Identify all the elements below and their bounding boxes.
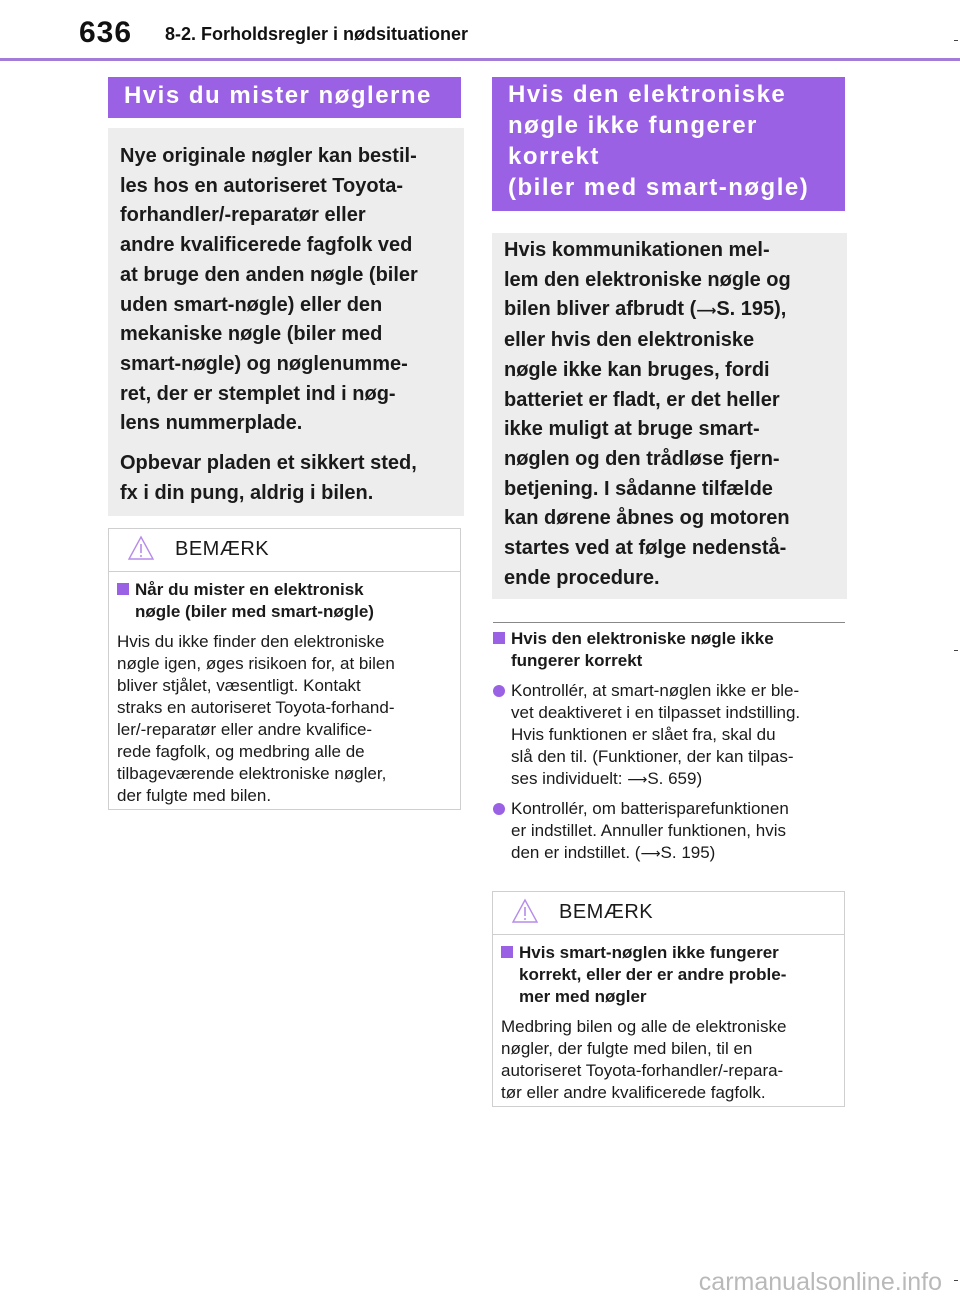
- text-line: vet deaktiveret i en tilpasset indstilling.: [511, 703, 801, 722]
- text-line: nøgle ikke fungerer: [508, 112, 758, 139]
- note-label: BEMÆRK: [559, 901, 654, 923]
- left-heading-text: Hvis du mister nøglerne: [124, 82, 432, 109]
- left-info-box: [108, 128, 464, 516]
- text-line: startes ved at følge nedenstå-: [504, 537, 787, 560]
- subsection-heading-text: [511, 628, 774, 672]
- text-line: nøgler, der fulgte med bilen, til en: [501, 1039, 753, 1058]
- text-line: autoriseret Toyota-forhandler/-repara-: [501, 1061, 784, 1080]
- warning-triangle-icon: [127, 535, 155, 561]
- text-line: nøgle igen, øges risikoen for, at bilen: [117, 654, 395, 673]
- text-line: mekaniske nøgle (biler med: [120, 323, 383, 346]
- text-line: nøgle ikke kan bruges, fordi: [504, 358, 770, 381]
- text-line: uden smart-nøgle) eller den: [120, 293, 383, 316]
- text-line: korrekt, eller der er andre proble-: [519, 965, 787, 984]
- text-line: Medbring bilen og alle de elektroniske: [501, 1017, 787, 1036]
- text-line: den er indstillet. (: [511, 843, 641, 862]
- text-line: fungerer korrekt: [511, 651, 643, 670]
- text-line: tilbageværende elektroniske nøgler,: [117, 764, 387, 783]
- text-line: korrekt: [508, 143, 600, 170]
- text-line: Kontrollér, om batterisparefunktionen: [511, 799, 789, 818]
- square-bullet-icon: [501, 946, 513, 958]
- text-line: slå den til. (Funktioner, der kan tilpas-: [511, 747, 794, 766]
- bullet-item: [493, 680, 845, 790]
- page-reference-link[interactable]: S. 195),: [716, 298, 787, 321]
- text-line: forhandler/-reparatør eller: [120, 204, 366, 227]
- left-note-box: [108, 528, 461, 810]
- bullet-text: [511, 798, 789, 864]
- text-line: andre kvalificerede fagfolk ved: [120, 234, 413, 257]
- right-heading: [492, 77, 845, 211]
- note-label: BEMÆRK: [175, 538, 270, 560]
- bullet-item: [493, 798, 845, 864]
- text-line: Når du mister en elektronisk: [135, 580, 364, 599]
- subsection-heading: [493, 628, 845, 672]
- text-line: tør eller andre kvalificerede fagfolk.: [501, 1083, 766, 1102]
- round-bullet-icon: [493, 685, 505, 697]
- header-rule: [0, 58, 960, 61]
- edge-mark: [954, 1280, 958, 1281]
- right-subsection: [493, 628, 845, 864]
- text-line: mer med nøgler: [519, 987, 647, 1006]
- right-info-paragraph: [504, 236, 835, 593]
- edge-mark: [954, 40, 958, 41]
- text-line: ikke muligt at bruge smart-: [504, 418, 760, 441]
- arrow-right-icon: ⟶: [696, 302, 717, 319]
- text-line: ret, der er stemplet ind i nøg-: [120, 382, 396, 405]
- left-info-paragraph-1: [120, 142, 452, 439]
- text-line: lem den elektroniske nøgle og: [504, 268, 791, 291]
- square-bullet-icon: [493, 632, 505, 644]
- text-line: bilen bliver afbrudt (: [504, 298, 697, 321]
- text-line: Hvis den elektroniske nøgle ikke: [511, 629, 774, 648]
- text-line: smart-nøgle) og nøglenumme-: [120, 352, 408, 375]
- text-line: der fulgte med bilen.: [117, 786, 272, 805]
- text-line: ende procedure.: [504, 566, 660, 589]
- page-reference-link[interactable]: S. 195): [660, 843, 716, 862]
- section-divider: [493, 622, 845, 623]
- text-line: batteriet er fladt, er det heller: [504, 388, 780, 411]
- text-line: bliver stjålet, væsentligt. Kontakt: [117, 676, 361, 695]
- text-line: eller hvis den elektroniske: [504, 329, 755, 352]
- square-bullet-icon: [117, 583, 129, 595]
- text-line: fx i din pung, aldrig i bilen.: [120, 481, 374, 504]
- page-reference-link[interactable]: S. 659): [647, 769, 703, 788]
- note-body: [109, 572, 460, 817]
- note-body: [493, 935, 844, 1114]
- text-line: rede fagfolk, og medbring alle de: [117, 742, 365, 761]
- text-line: (biler med smart-nøgle): [508, 174, 810, 201]
- text-line: Kontrollér, at smart-nøglen ikke er ble-: [511, 681, 800, 700]
- watermark: carmanualsonline.info: [698, 1268, 942, 1296]
- bullet-text: [511, 680, 800, 790]
- arrow-right-icon: ⟶: [640, 845, 661, 861]
- note-subheading-text: [519, 942, 786, 1008]
- text-line: Hvis funktionen er slået fra, skal du: [511, 725, 776, 744]
- left-info-paragraph-2: [120, 449, 452, 508]
- text-line: Hvis du ikke finder den elektroniske: [117, 632, 385, 651]
- text-line: Hvis smart-nøglen ikke fungerer: [519, 943, 779, 962]
- left-heading: [108, 77, 461, 118]
- section-title: 8-2. Forholdsregler i nødsituationer: [165, 24, 469, 44]
- note-subheading-text: [135, 579, 374, 623]
- round-bullet-icon: [493, 803, 505, 815]
- note-body-text: [501, 1016, 834, 1104]
- edge-mark: [954, 650, 958, 651]
- text-line: les hos en autoriseret Toyota-: [120, 174, 404, 197]
- text-line: er indstillet. Annuller funktionen, hvis: [511, 821, 786, 840]
- note-subheading: [117, 579, 450, 623]
- right-info-box: [492, 233, 847, 599]
- warning-triangle-icon: [511, 898, 539, 924]
- text-line: lens nummerplade.: [120, 412, 303, 435]
- note-header: [109, 529, 460, 572]
- arrow-right-icon: ⟶: [627, 771, 648, 787]
- text-line: nøgle (biler med smart-nøgle): [135, 602, 374, 621]
- text-line: ses individuelt:: [511, 769, 628, 788]
- text-line: nøglen og den trådløse fjern-: [504, 447, 780, 470]
- text-line: straks en autoriseret Toyota-forhand-: [117, 698, 395, 717]
- text-line: at bruge den anden nøgle (biler: [120, 263, 418, 286]
- text-line: Hvis kommunikationen mel-: [504, 239, 770, 261]
- page-number: 636: [79, 16, 133, 49]
- note-header: [493, 892, 844, 935]
- page-header: [0, 0, 960, 62]
- text-line: betjening. I sådanne tilfælde: [504, 477, 773, 500]
- text-line: Nye originale nøgler kan bestil-: [120, 145, 417, 167]
- text-line: Hvis den elektroniske: [508, 81, 787, 108]
- text-line: ler/-reparatør eller andre kvalifice-: [117, 720, 373, 739]
- note-subheading: [501, 942, 834, 1008]
- text-line: kan dørene åbnes og motoren: [504, 507, 790, 530]
- right-note-box: [492, 891, 845, 1107]
- note-body-text: [117, 631, 450, 807]
- text-line: Opbevar pladen et sikkert sted,: [120, 452, 417, 475]
